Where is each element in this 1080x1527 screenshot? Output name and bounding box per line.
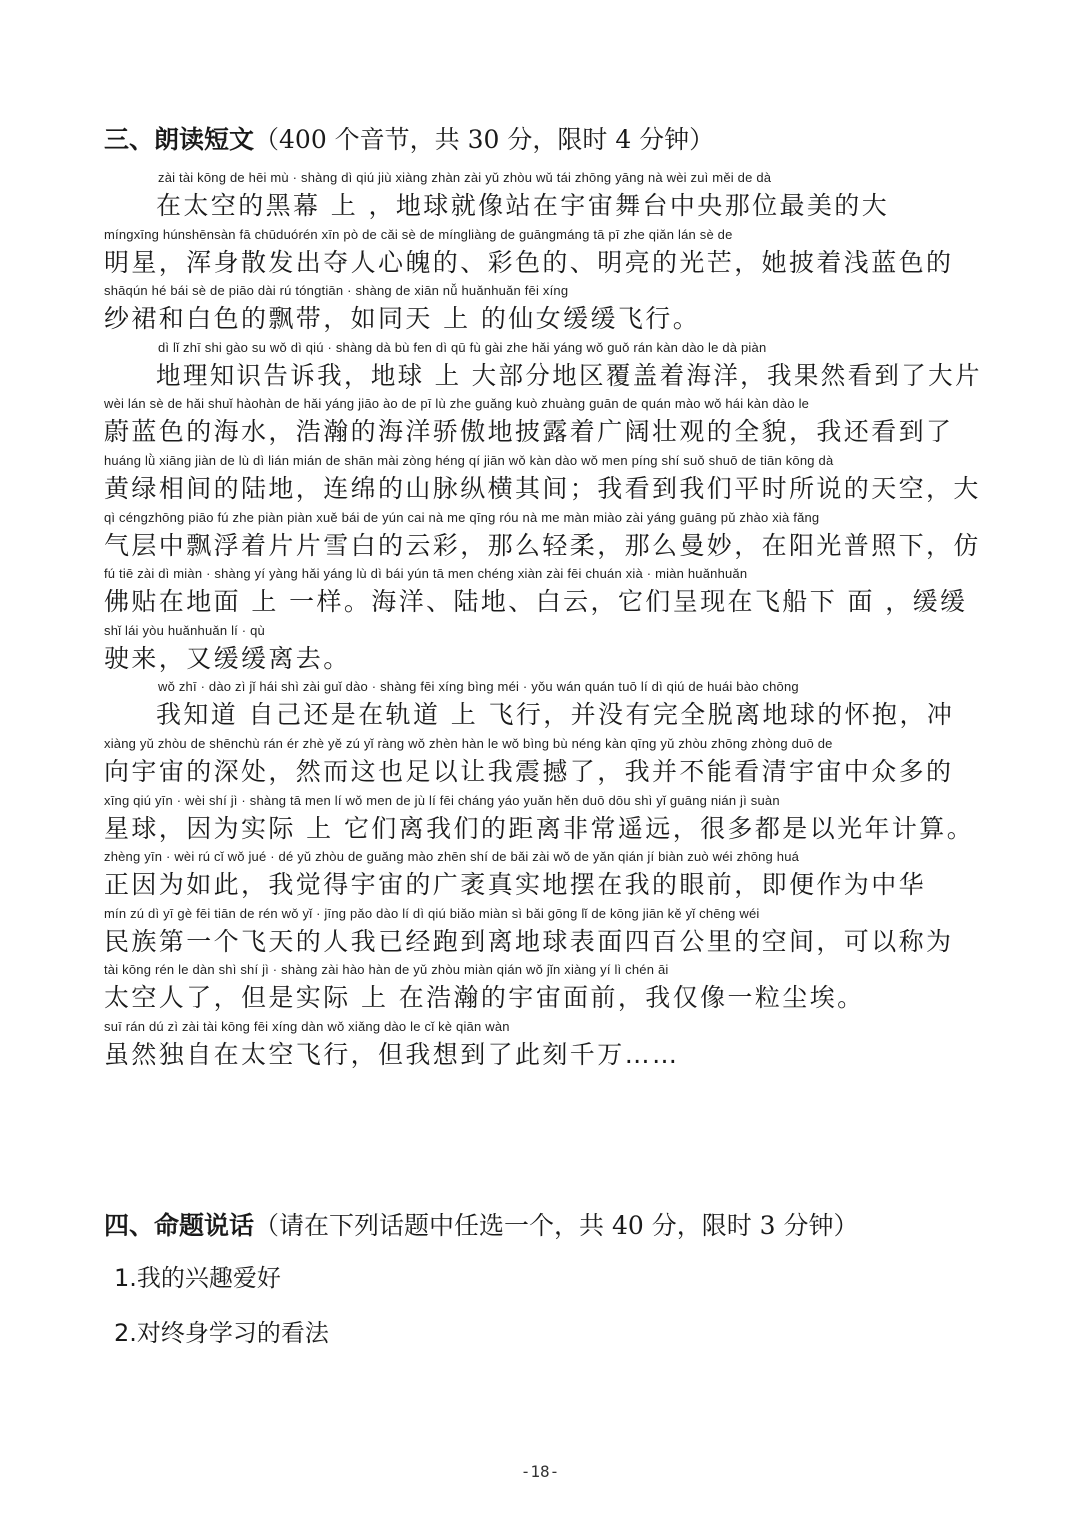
pinyin-annotation: qì céngzhōng piāo fú zhe piàn piàn xuě bái de yún cai nà me qīng róu nà me màn miào zài yáng guāng pǔ zhào xià fǎng: [104, 509, 820, 525]
passage-line: [104, 849, 984, 906]
topic-item: 1.我的兴趣爱好: [114, 1264, 281, 1292]
passage-line: [104, 793, 984, 850]
chinese-text: 向宇宙的深处，然而这也足以让我震撼了，我并不能看清宇宙中众多的: [104, 756, 954, 786]
section4-heading: [104, 1206, 859, 1242]
passage-line: [104, 227, 984, 284]
pinyin-annotation: shāqún hé bái sè de piāo dài rú tóngtiān · shàng de xiān nǚ huǎnhuǎn fēi xíng: [104, 283, 569, 299]
passage-line: [104, 283, 984, 340]
pinyin-annotation: zhèng yīn · wèi rú cǐ wǒ jué · dé yǔ zhòu de guǎng mào zhēn shí de bǎi zài wǒ de yǎn qián jí biàn zuò wéi zhōng huá: [104, 849, 800, 865]
passage-line: [104, 510, 984, 567]
passage-line: [104, 623, 984, 680]
chinese-text: 明星，浑身散发出夺人心魄的、彩色的、明亮的光芒，她披着浅蓝色的: [104, 247, 954, 277]
pinyin-annotation: zài tài kōng de hēi mù · shàng dì qiú jiù xiàng zhàn zài yǔ zhòu wǔ tái zhōng yāng nà wèi zuì měi de dà: [158, 170, 772, 185]
chinese-text: 纱裙和白色的飘带，如同天 上 的仙女缓缓飞行。: [104, 304, 701, 334]
chinese-text: 正因为如此，我觉得宇宙的广袤真实地摆在我的眼前，即便作为中华: [104, 870, 927, 900]
passage-line: [104, 736, 984, 793]
chinese-text: 在太空的黑幕 上 ，地球就像站在宇宙舞台中央那位最美的大: [156, 191, 890, 220]
section3-title: 三、朗读短文: [104, 125, 255, 154]
chinese-text: 虽然独自在太空飞行，但我想到了此刻千万……: [104, 1039, 680, 1069]
passage-line: [104, 170, 984, 227]
chinese-text: 驶来，又缓缓离去。: [104, 643, 351, 673]
section4-note: （请在下列话题中任选一个，共 40 分，限时 3 分钟）: [254, 1211, 859, 1240]
page-number: -18-: [520, 1462, 560, 1481]
pinyin-annotation: tài kōng rén le dàn shì shí jì · shàng zài hào hàn de yǔ zhòu miàn qián wǒ jǐn xiàng yí lì chén āi: [104, 962, 669, 978]
passage-line: [104, 679, 984, 736]
pinyin-annotation: wèi lán sè de hǎi shuǐ hàohàn de hǎi yáng jiāo ào de pī lù zhe guǎng kuò zhuàng guān de quán mào wǒ hái kàn dào le: [104, 396, 810, 412]
passage-line: [104, 396, 984, 453]
pinyin-annotation: wǒ zhī · dào zì jǐ hái shì zài guǐ dào · shàng fēi xíng bìng méi · yǒu wán quán tuō lí dì qiú de huái bào chōng: [158, 679, 799, 695]
pinyin-annotation: xīng qiú yīn · wèi shí jì · shàng tā men lí wǒ men de jù lí fēi cháng yáo yuǎn hěn duō dōu shì yǐ guāng nián jì suàn: [104, 792, 780, 808]
passage-line: [104, 453, 984, 510]
chinese-text: 我知道 自己还是在轨道 上 飞行，并没有完全脱离地球的怀抱，冲: [156, 700, 955, 730]
chinese-text: 气层中飘浮着片片雪白的云彩，那么轻柔，那么曼妙，在阳光普照下，仿: [104, 530, 981, 560]
passage-line: [104, 906, 984, 963]
pinyin-annotation: mín zú dì yī gè fēi tiān de rén wǒ yǐ · jīng pǎo dào lí dì qiú biǎo miàn sì bǎi gōng lǐ de kōng jiān kě yǐ chēng wéi: [104, 905, 760, 921]
pinyin-annotation: míngxīng húnshēnsàn fā chūduórén xīn pò de cǎi sè de míngliàng de guāngmáng tā pī zhe qiǎn lán sè de: [104, 226, 733, 242]
pinyin-annotation: dì lǐ zhī shi gào su wǒ dì qiú · shàng dà bù fen dì qū fù gài zhe hǎi yáng wǒ guǒ rán kàn dào le dà piàn: [158, 339, 767, 355]
section4-title: 四、命题说话: [104, 1211, 255, 1240]
passage-line: [104, 1019, 984, 1076]
topic-item: 2.对终身学习的看法: [114, 1319, 329, 1347]
reading-passage: [104, 170, 984, 1076]
chinese-text: 黄绿相间的陆地，连绵的山脉纵横其间；我看到我们平时所说的天空，大: [104, 473, 981, 503]
chinese-text: 民族第一个飞天的人我已经跑到离地球表面四百公里的空间，可以称为: [104, 926, 954, 956]
pinyin-annotation: huáng lǜ xiāng jiàn de lù dì lián mián de shān mài zòng héng qí jiān wǒ kàn dào wǒ men píng shí suǒ shuō de tiān kōng dà: [104, 452, 834, 468]
pinyin-annotation: suī rán dú zì zài tài kōng fēi xíng dàn wǒ xiǎng dào le cǐ kè qiān wàn: [104, 1018, 510, 1034]
pinyin-annotation: shǐ lái yòu huǎnhuǎn lí · qù: [104, 622, 265, 638]
pinyin-annotation: fú tiē zài dì miàn · shàng yí yàng hǎi yáng lù dì bái yún tā men chéng xiàn zài fēi chuán xià · miàn huǎnhuǎn: [104, 566, 748, 582]
section3-heading: [104, 120, 714, 156]
chinese-text: 星球，因为实际 上 它们离我们的距离非常遥远，很多都是以光年计算。: [104, 813, 975, 843]
pinyin-annotation: xiàng yǔ zhòu de shēnchù rán ér zhè yě zú yǐ ràng wǒ zhèn hàn le wǒ bìng bù néng kàn qīng yǔ zhòu zhōng zhòng duō de: [104, 735, 833, 751]
passage-line: [104, 340, 984, 397]
passage-line: [104, 566, 984, 623]
passage-line: [104, 962, 984, 1019]
chinese-text: 太空人了，但是实际 上 在浩瀚的宇宙面前，我仅像一粒尘埃。: [104, 983, 865, 1013]
chinese-text: 佛贴在地面 上 一样。海洋、陆地、白云，它们呈现在飞船下 面 ，缓缓: [104, 587, 968, 617]
chinese-text: 地理知识告诉我，地球 上 大部分地区覆盖着海洋，我果然看到了大片: [156, 360, 982, 390]
chinese-text: 蔚蓝色的海水，浩瀚的海洋骄傲地披露着广阔壮观的全貌，我还看到了: [104, 417, 954, 447]
section3-note: （400 个音节，共 30 分，限时 4 分钟）: [254, 125, 715, 154]
